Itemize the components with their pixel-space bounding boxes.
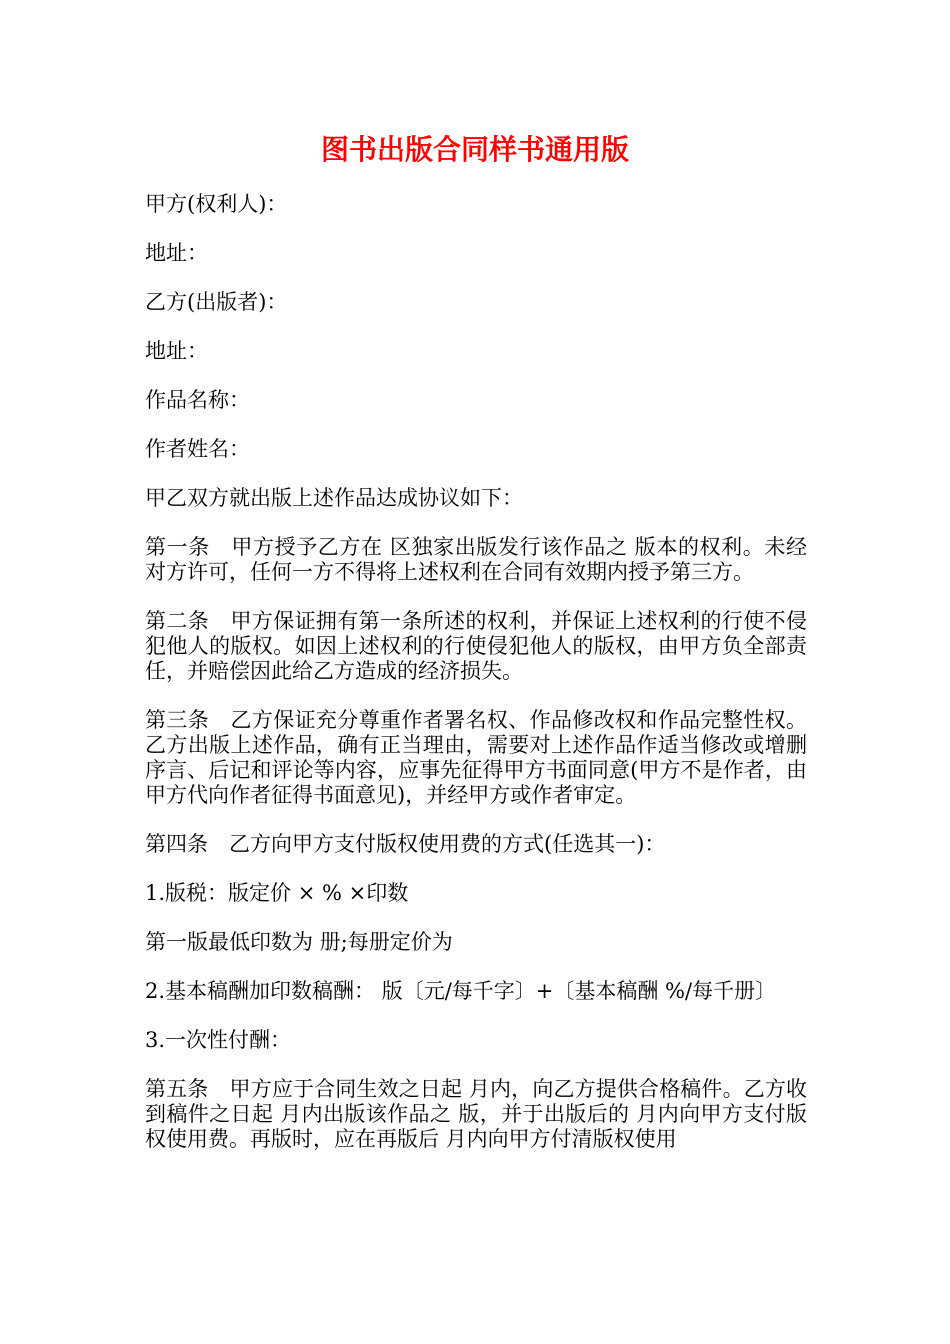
agreement-intro: 甲乙双方就出版上述作品达成协议如下： xyxy=(145,486,523,510)
payment-option-3: 3.一次性付酬： xyxy=(145,1028,292,1052)
article-3: 第三条 乙方保证充分尊重作者署名权、作品修改权和作品完整性权。乙方出版上述作品，确有正当理由，需要对上述作品作适当修改或增删序言、后记和评论等内容，应事先征得甲方书面同意(甲方不是作者，由甲方代向作者征得书面意见)，并经甲方或作者审定。 xyxy=(145,708,807,807)
article-1: 第一条 甲方授予乙方在 区独家出版发行该作品之 版本的权利。未经对方许可，任何一方不得将上述权利在合同有效期内授予第三方。 xyxy=(145,535,807,584)
author-name-line: 作者姓名： xyxy=(145,437,250,461)
first-edition-print-run: 第一版最低印数为 册;每册定价为 xyxy=(145,930,453,954)
party-b-address-line: 地址： xyxy=(145,339,208,363)
payment-option-2: 2.基本稿酬加印数稿酬： 版〔元/每千字〕+〔基本稿酬 %/每千册〕 xyxy=(145,979,777,1003)
party-a-line: 甲方(权利人)： xyxy=(145,192,288,216)
article-5: 第五条 甲方应于合同生效之日起 月内，向乙方提供合格稿件。乙方收到稿件之日起 月内出版该作品之 版，并于出版后的 月内向甲方支付版权使用费。再版时，应在再版后 月内向甲方付清版权使用 xyxy=(145,1077,807,1151)
article-2: 第二条 甲方保证拥有第一条所述的权利，并保证上述权利的行使不侵犯他人的版权。如因上述权利的行使侵犯他人的版权，由甲方负全部责任，并赔偿因此给乙方造成的经济损失。 xyxy=(145,609,807,683)
document-body xyxy=(145,192,807,1176)
party-a-address-line: 地址： xyxy=(145,241,208,265)
document-title: 图书出版合同样书通用版 xyxy=(320,133,629,166)
article-4: 第四条 乙方向甲方支付版权使用费的方式(任选其一)： xyxy=(145,832,666,856)
payment-option-1: 1.版税：版定价 × % ×印数 xyxy=(145,881,409,905)
party-b-line: 乙方(出版者)： xyxy=(145,290,288,314)
work-title-line: 作品名称： xyxy=(145,388,250,412)
